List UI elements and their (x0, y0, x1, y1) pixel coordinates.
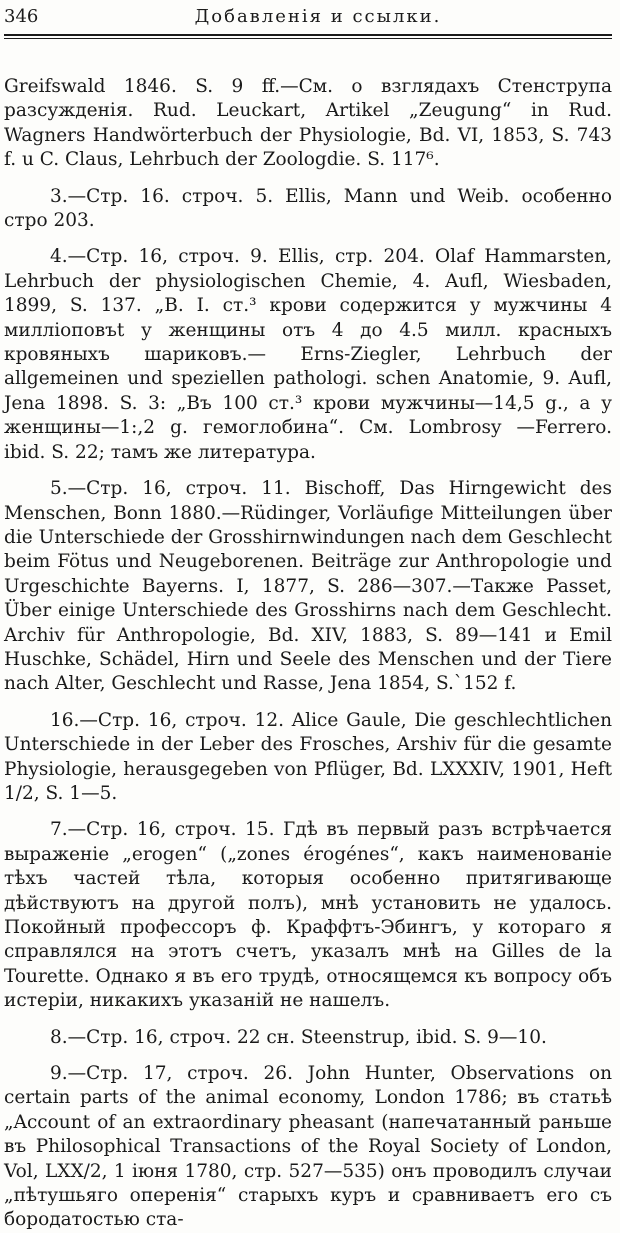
header-rule (4, 34, 612, 36)
note-8: 8.—Стр. 16, строч. 22 сн. Steenstrup, ibid. S. 9—10. (50, 1026, 547, 1048)
page-number: 346 (4, 6, 39, 27)
note-7: 7.—Стр. 16, строч. 15. Гдѣ въ первый разъ встрѣчается выраженіе „erogen“ („zones érogénes“, какъ наименованіе тѣхъ частей тѣла, которыя особенно притягивающе дѣйствуютъ на другой полъ), мнѣ установить не удалось. Покойный профессоръ ф. Краффтъ-Эбингъ, у котораго я справлялся на этотъ счетъ, указалъ мнѣ на Gilles de la Tourette. Однако я въ его трудѣ, относящемся къ вопросу объ истеріи, никакихъ указаній не нашелъ. (4, 819, 612, 1012)
note-3: 3.—Стр. 16. строч. 5. Ellis, Mann und Weib. особенно стро 203. (4, 185, 612, 232)
running-title: Добавленія и ссылки. (194, 6, 442, 27)
note-continuation: Greifswald 1846. S. 9 ff.—См. о взглядахъ Стенструпа разсужденія. Rud. Leuckart, Artikel „Zeugung“ in Rud. Wagners Handwörterbuch der Physiologie, Bd. VI, 1853, S. 743 f. u C. Claus, Lehrbuch der Zoologdie. S. 117⁶. (4, 76, 612, 171)
note-4: 4.—Стр. 16, строч. 9. Ellis, стр. 204. Olaf Hammarsten, Lehrbuch der physiologischen Chemie, 4. Aufl, Wiesbaden, 1899, S. 137. „В. I. ст.³ крови содержится у мужчины 4 миллiоповъt у женщины отъ 4 до 4.5 милл. красныхъ кровяныхъ шариковъ.— Erns-Ziegler, Lehrbuch der allgemeinen und speziellen pathologi. schen Anatomie, 9. Aufl, Jena 1898. S. 3: „Въ 100 ст.³ крови мужчины—14,5 g., а у женщины—1:,2 g. гемоглобина“. См. Lombrosy —Ferrero. ibid. S. 22; тамъ же литература. (4, 246, 612, 463)
note-9: 9.—Стр. 17, строч. 26. John Hunter, Observations on certain parts of the animal economy, London 1786; въ статьѣ „Account of an extraordinary pheasant (напечатанный раньше въ Philosophical Transactions of the Royal Society of London, Vol, LXX/2, 1 іюня 1780, стр. 527—535) онъ проводилъ случаи „пѣтушьяго оперенія“ старыхъ куръ и сравниваетъ его съ бородатостью ста- (4, 1063, 612, 1231)
page-header (4, 6, 612, 32)
note-5: 5.—Стр. 16, строч. 11. Bischoff, Das Hirngewicht des Menschen, Bonn 1880.—Rüdinger, Vorläufige Mitteilungen über die Unterschiede der Grosshirnwindungen nach dem Geschlecht beim Fötus und Neugeborenen. Beiträge zur Anthropologie und Urgeschichte Bayerns. I, 1877, S. 286—307.—Также Passet, Über einige Unterschiede des Grosshirns nach dem Geschlecht. Archiv für Anthropologie, Bd. XIV, 1883, S. 89—141 и Emil Huschke, Schädel, Hirn und Seele des Menschen und der Tiere nach Alter, Geschlecht und Rasse, Jena 1854, S.`152 f. (4, 478, 612, 695)
header-rule-thin (4, 38, 612, 39)
note-16: 16.—Стр. 16, строч. 12. Alice Gaule, Die geschlechtlichen Unterschiede in der Leber des Frosches, Arshiv für die gesamte Physiologie, herausgegeben von Pflüger, Bd. LXXXIV, 1901, Heft 1/2, S. 1—5. (4, 709, 612, 804)
